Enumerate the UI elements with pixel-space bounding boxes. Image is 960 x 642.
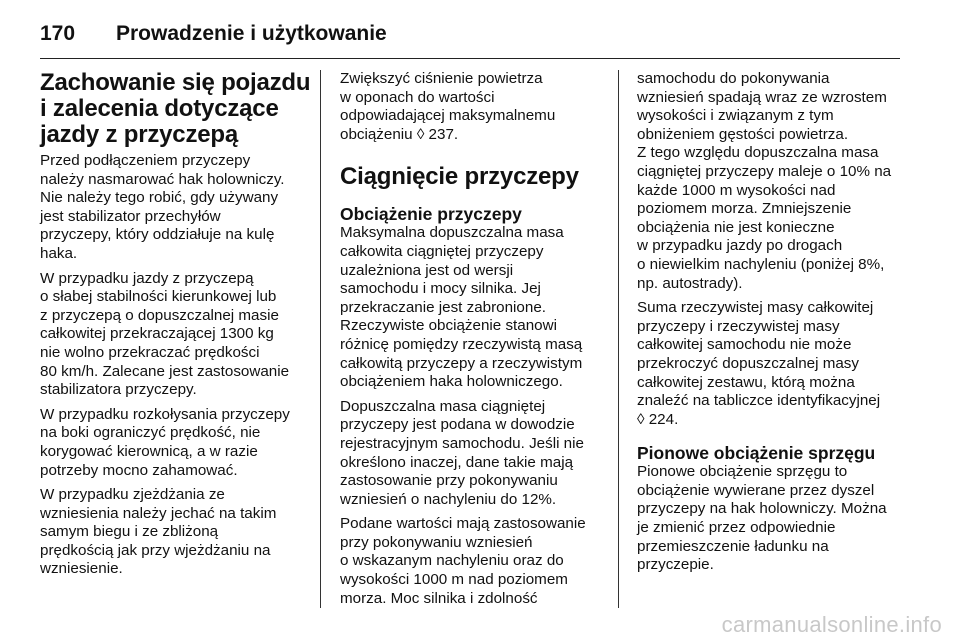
subheading-coupling-load: Pionowe obciążenie sprzęgu [637,443,876,464]
page-number: 170 [40,22,76,45]
text-line: Zachowanie się pojazdu [40,69,311,96]
text-line: haka. [40,244,78,262]
paragraph [637,299,905,429]
text-line: Nie należy tego robić, gdy używany [40,189,279,207]
section-heading-towing: Ciągnięcie przyczepy [340,163,579,191]
text-line: przekroczyć dopuszczalnej masy [637,354,859,372]
text-line: przemieszczenie ładunku na [637,537,829,555]
paragraph [340,515,602,608]
text-line: przyczepy jest podana w dowodzie [340,416,575,434]
paragraph [637,70,905,293]
text-line: Rzeczywiste obciążenie stanowi [340,317,557,335]
text-line: odpowiadającej maksymalnemu [340,107,556,125]
text-line: prędkością jak przy wjeżdżaniu na [40,541,271,559]
text-line: Maksymalna dopuszczalna masa [340,224,564,242]
text-line: obciążeniu ◊ 237. [340,125,459,143]
text-line: obciążenie wywierane przez dyszel [637,481,875,499]
text-line: poziomem morza. Zmniejszenie [637,200,852,218]
column-divider-1 [320,70,321,608]
text-line: całkowitej samochodu nie może [637,336,852,354]
text-line: Pionowe obciążenie sprzęgu to [637,463,848,481]
text-line: nie wolno przekraczać prędkości [40,343,260,361]
text-line: obciążenia nie jest konieczne [637,218,835,236]
paragraph [340,70,602,144]
text-line: stabilizatora przyczepy. [40,381,197,399]
text-line: samochodu i mocy silnika. Jej [340,280,541,298]
text-line: znaleźć na tabliczce identyfikacyjnej [637,392,881,410]
text-line: rejestracyjnym samochodu. Jeśli nie [340,434,584,452]
column-3 [637,70,905,581]
text-line: na boki ograniczyć prędkość, nie [40,424,261,442]
text-line: ciągniętej przyczepy maleje o 10% na [637,162,892,180]
text-line: obniżeniem gęstości powietrza. [637,125,849,143]
text-line: wzniesienie. [40,560,123,578]
column-divider-2 [618,70,619,608]
text-line: w przypadku jazdy po drogach [637,237,843,255]
text-line: różnicę pomiędzy rzeczywistą masą [340,335,583,353]
paragraph [40,486,306,579]
section-heading-trailer-driving [40,69,311,148]
text-line: Dopuszczalna masa ciągniętej [340,397,546,415]
text-line: przyczepy na hak holowniczy. Można [637,500,887,518]
text-line: wzniesień spadają wraz ze wzrostem [637,88,887,106]
text-line: całkowitej przekraczającej 1300 kg [40,325,274,343]
text-line: potrzeby mocno zahamować. [40,461,238,479]
text-line: Przed podłączeniem przyczepy [40,152,251,169]
text-line: np. autostrady). [637,274,743,292]
text-line: W przypadku jazdy z przyczepą [40,269,254,287]
text-line: o wskazanym nachyleniu oraz do [340,552,564,570]
text-line: całkowitej zestawu, którą można [637,373,855,391]
text-line: przy pokonywaniu wzniesień [340,533,533,551]
text-line: morza. Moc silnika i zdolność [340,589,538,607]
text-line: z przyczepą o dopuszczalnej masie [40,306,279,324]
text-line: przekraczanie jest zabronione. [340,298,546,316]
text-line: Suma rzeczywistej masy całkowitej [637,299,874,317]
text-line: uzależniona jest od wersji [340,261,514,279]
page-header [40,14,920,54]
text-line: samym biegu i ze zbliżoną [40,523,219,541]
text-line: Zwiększyć ciśnienie powietrza [340,70,543,87]
watermark: carmanualsonline.info [721,612,942,637]
text-line: W przypadku rozkołysania przyczepy [40,405,290,423]
text-line: ◊ 224. [637,410,679,428]
text-line: samochodu do pokonywania [637,70,830,87]
paragraph [40,270,306,400]
text-line: całkowita ciągniętej przyczepy [340,242,544,260]
text-line: obciążeniem haka holowniczego. [340,373,563,391]
subheading-trailer-load: Obciążenie przyczepy [340,204,522,225]
text-line: W przypadku zjeżdżania ze [40,486,225,504]
text-line: w oponach do wartości [340,88,495,106]
text-line: wzniesień o nachyleniu do 12%. [340,490,557,508]
text-line: należy nasmarować hak holowniczy. [40,170,285,188]
column-2 [340,70,602,614]
paragraph [340,224,602,391]
column-1 [40,69,311,585]
text-line: całkowitą przyczepy a rzeczywistym [340,354,583,372]
text-line: jazdy z przyczepą [40,121,239,148]
paragraph [637,463,905,575]
text-line: 80 km/h. Zalecane jest zastosowanie [40,362,290,380]
text-line: przyczepy, który oddziałuje na kulę [40,226,275,244]
text-line: przyczepy i rzeczywistej masy [637,317,840,335]
text-line: każde 1000 m wysokości nad [637,181,836,199]
text-line: wzniesienia należy jechać na takim [40,504,277,522]
text-line: Z tego względu dopuszczalna masa [637,144,879,162]
text-line: Podane wartości mają zastosowanie [340,515,586,533]
text-line: wysokości i związanym z tym [637,107,834,125]
text-line: o niewielkim nachyleniu (poniżej 8%, [637,255,885,273]
text-line: i zalecenia dotyczące [40,95,279,122]
text-line: określono inaczej, dane takie mają [340,453,574,471]
text-line: wysokości 1000 m nad poziomem [340,571,568,589]
paragraph [340,398,602,510]
text-line: korygować kierownicą, a w razie [40,442,258,460]
text-line: przyczepie. [637,556,714,574]
chapter-title: Prowadzenie i użytkowanie [116,22,387,45]
header-divider [40,58,900,59]
text-line: zastosowanie przy pokonywaniu [340,472,558,490]
text-line: je zmienić przez odpowiednie [637,519,836,537]
paragraph [40,152,306,264]
text-line: o słabej stabilności kierunkowej lub [40,288,277,306]
text-line: jest stabilizator przechyłów [40,207,221,225]
paragraph [40,406,306,480]
